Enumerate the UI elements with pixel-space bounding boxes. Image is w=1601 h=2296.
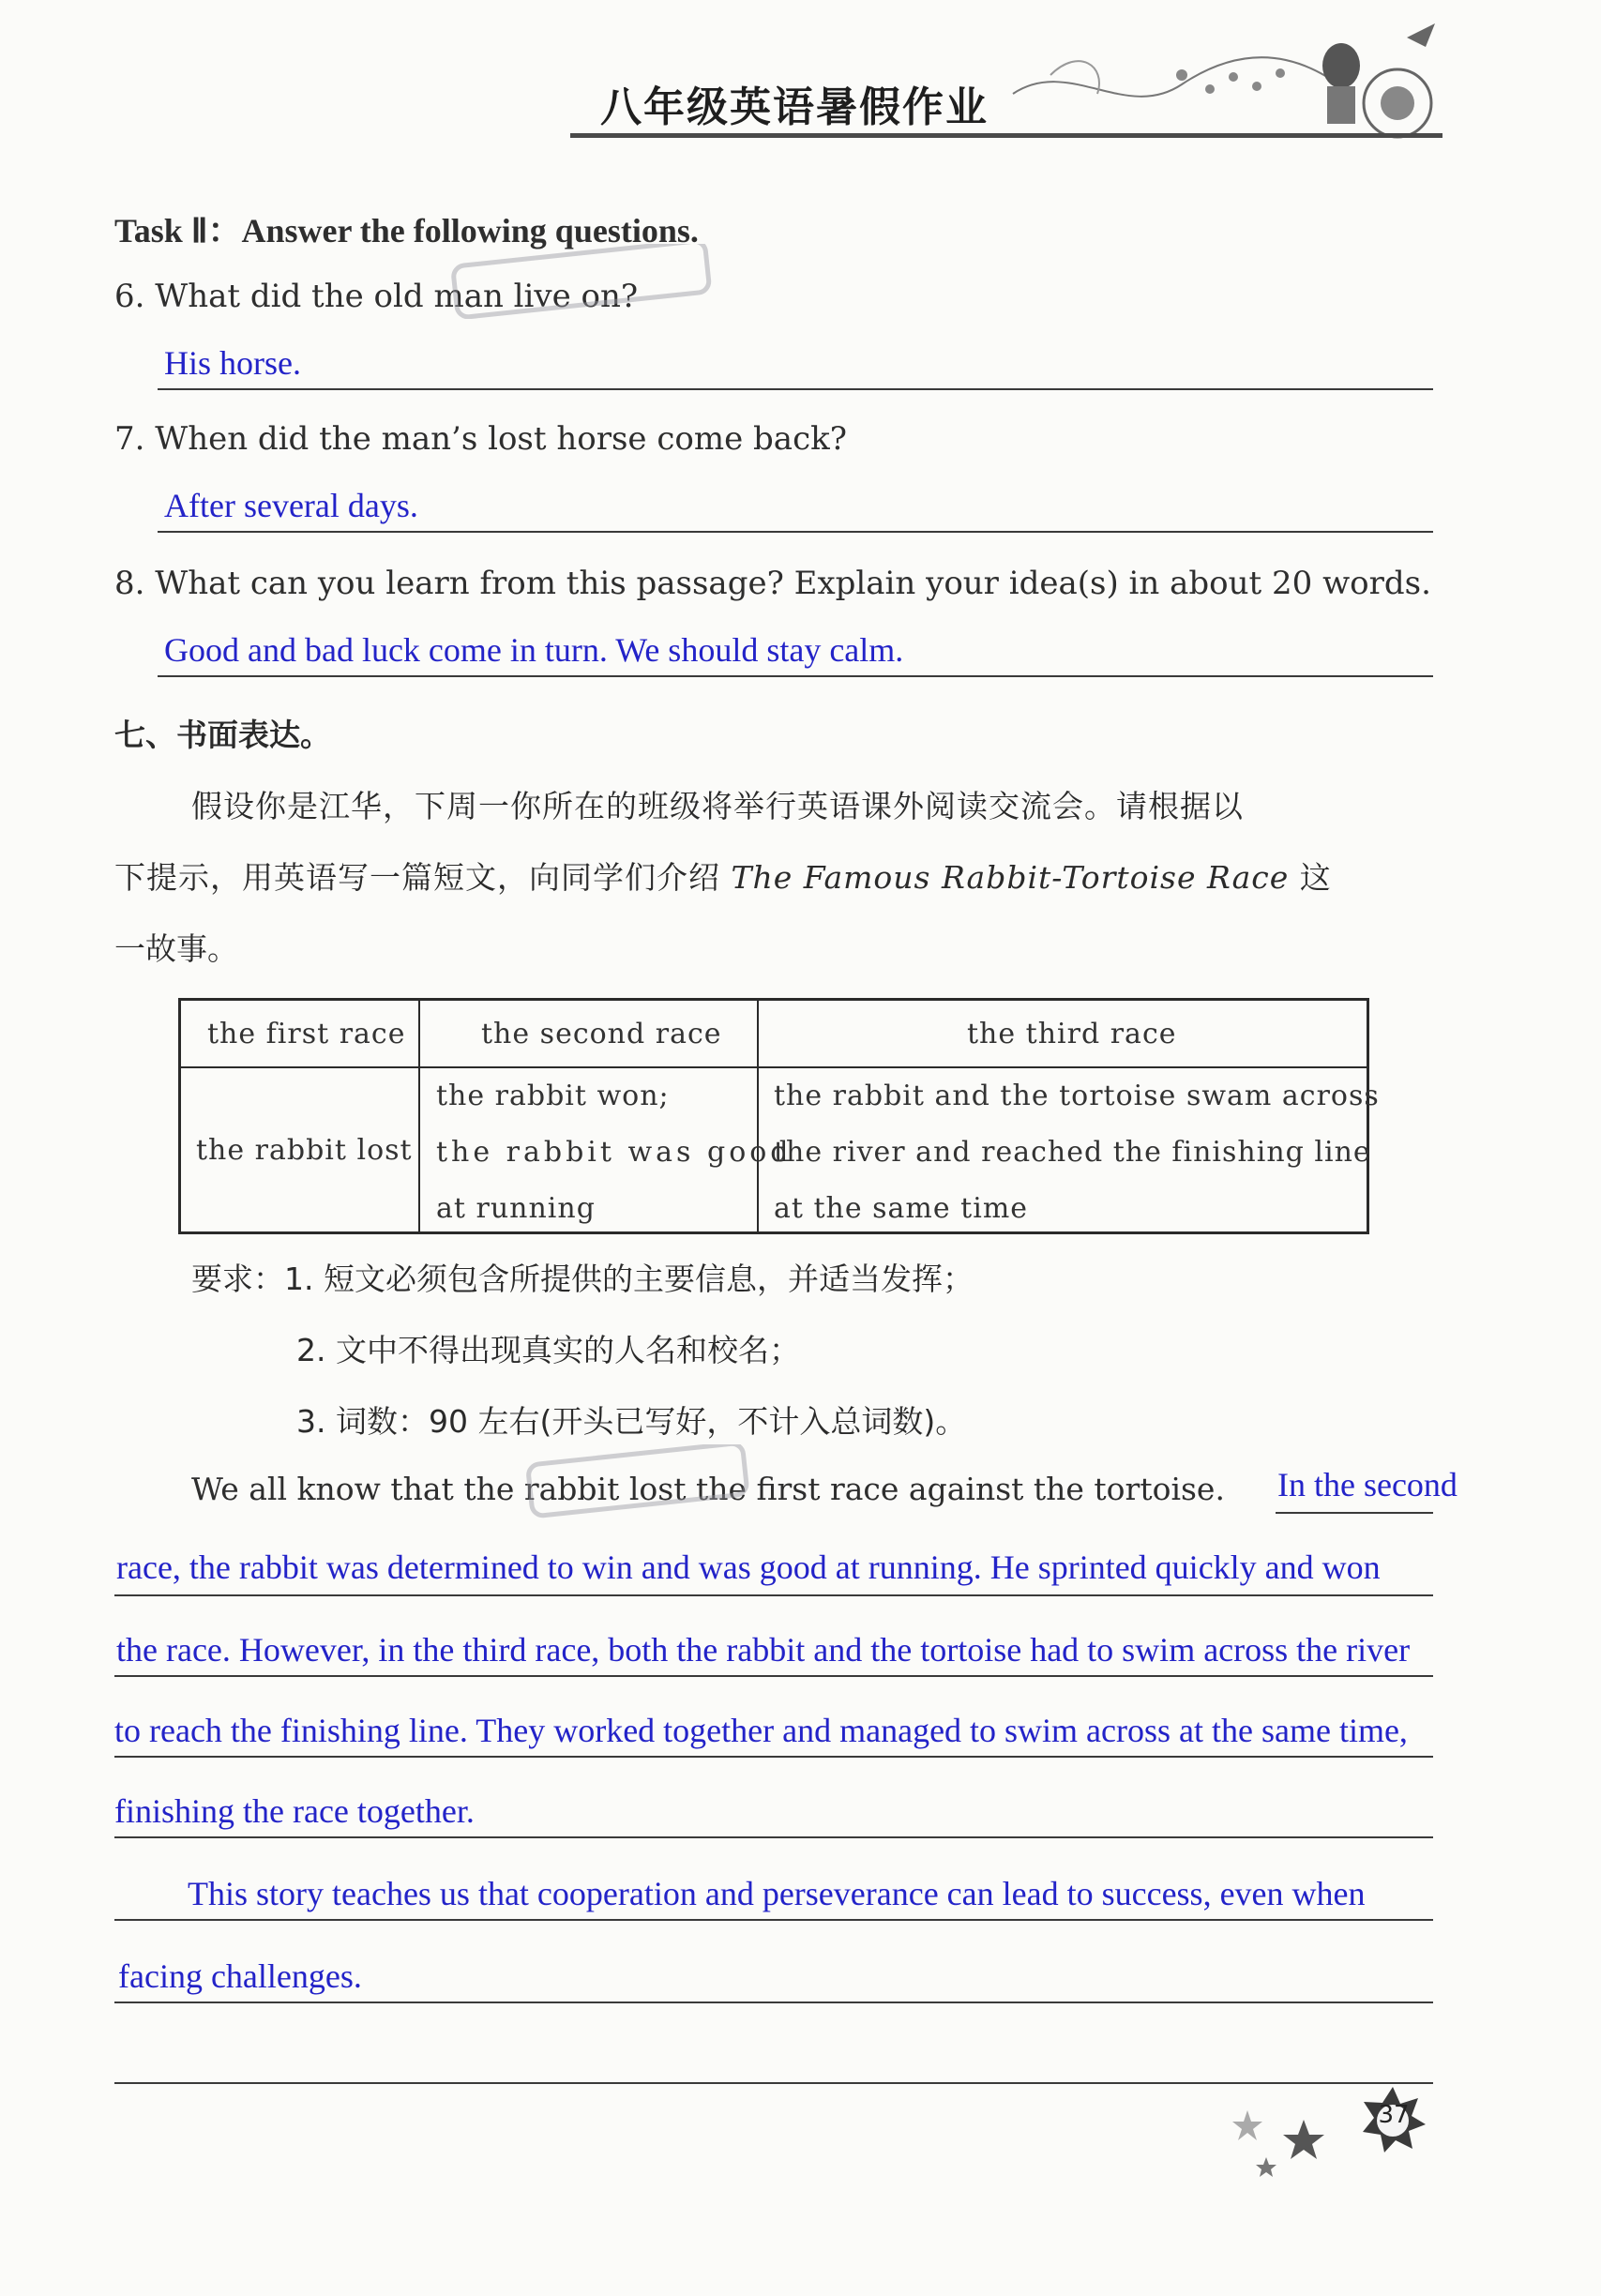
table-cell-third-2: the river and reached the finishing line (774, 1136, 1371, 1169)
table-header-second: the second race (481, 1018, 722, 1050)
star-decoration-icon (1219, 2101, 1369, 2185)
watermark-icon (525, 1444, 750, 1519)
prompt-line-1: 假设你是江华，下周一你所在的班级将举行英语课外阅读交流会。请根据以 (191, 788, 1244, 824)
essay-opening: We all know that the rabbit lost the first race against the tortoise. (191, 1471, 1225, 1507)
page-header (0, 0, 1601, 159)
table-cell-third-1: the rabbit and the tortoise swam across (774, 1080, 1380, 1112)
answer-line (158, 388, 1433, 390)
table-cell-first: the rabbit lost (196, 1134, 413, 1167)
answer-8: Good and bad luck come in turn. We should stay calm. (164, 631, 904, 669)
table-cell-second-3: at running (436, 1192, 596, 1225)
question-7: 7. When did the man’s lost horse come back? (114, 420, 847, 458)
requirement-2: 2. 文中不得出现真实的人名和校名； (296, 1332, 800, 1368)
task-heading: Task Ⅱ：Answer the following questions. (114, 212, 699, 249)
essay-line (114, 2001, 1433, 2003)
writing-heading: 七、书面表达。 (114, 717, 331, 753)
answer-line (158, 675, 1433, 677)
essay-line-5: finishing the race together. (114, 1792, 475, 1830)
essay-line (114, 1594, 1433, 1596)
essay-line (114, 1919, 1433, 1921)
essay-line-1: In the second (1277, 1466, 1458, 1503)
essay-line-4: to reach the finishing line. They worked together and managed to swim across at the same time, (114, 1712, 1408, 1749)
essay-line (114, 1756, 1433, 1758)
header-rule (570, 133, 1442, 138)
essay-line (1276, 1512, 1433, 1514)
prompt-line-2 (114, 853, 1332, 898)
table-header-third: the third race (967, 1018, 1177, 1050)
prompt-line-3: 一故事。 (114, 930, 238, 967)
table-cell-second-2: the rabbit was good (436, 1136, 793, 1169)
essay-line-2: race, the rabbit was determined to win and was good at running. He sprinted quickly and won (116, 1548, 1381, 1586)
essay-line-7: facing challenges. (118, 1957, 362, 1995)
page-number: 37 (1378, 2101, 1410, 2129)
race-table (178, 998, 1380, 1234)
answer-7: After several days. (164, 487, 418, 524)
table-cell-second-1: the rabbit won; (436, 1080, 670, 1112)
essay-line (114, 1836, 1433, 1838)
essay-line (114, 1675, 1433, 1677)
question-6: 6. What did the old man live on? (114, 278, 639, 315)
essay-line-6: This story teaches us that cooperation and perseverance can lead to success, even when (188, 1875, 1366, 1912)
essay-line (114, 2082, 1433, 2084)
essay-line-3: the race. However, in the third race, both the rabbit and the tortoise had to swim across the river (116, 1631, 1411, 1669)
requirement-3: 3. 词数：90 左右(开头已写好，不计入总词数)。 (296, 1403, 967, 1440)
question-8: 8. What can you learn from this passage? Explain your idea(s) in about 20 words. (114, 565, 1431, 602)
header-decoration-icon (994, 19, 1463, 150)
table-header-first: the first race (207, 1018, 406, 1050)
requirement-1: 要求：1. 短文必须包含所提供的主要信息，并适当发挥； (191, 1261, 974, 1297)
table-cell-third-3: at the same time (774, 1192, 1029, 1225)
watermark-icon (450, 244, 713, 319)
answer-6: His horse. (164, 344, 301, 382)
prompt-line-2-post: 这 (1299, 859, 1332, 896)
header-title: 八年级英语暑假作业 (600, 83, 989, 131)
story-title: The Famous Rabbit-Tortoise Race (731, 859, 1290, 896)
prompt-line-2-pre: 下提示，用英语写一篇短文，向同学们介绍 (114, 859, 720, 896)
answer-line (158, 531, 1433, 533)
